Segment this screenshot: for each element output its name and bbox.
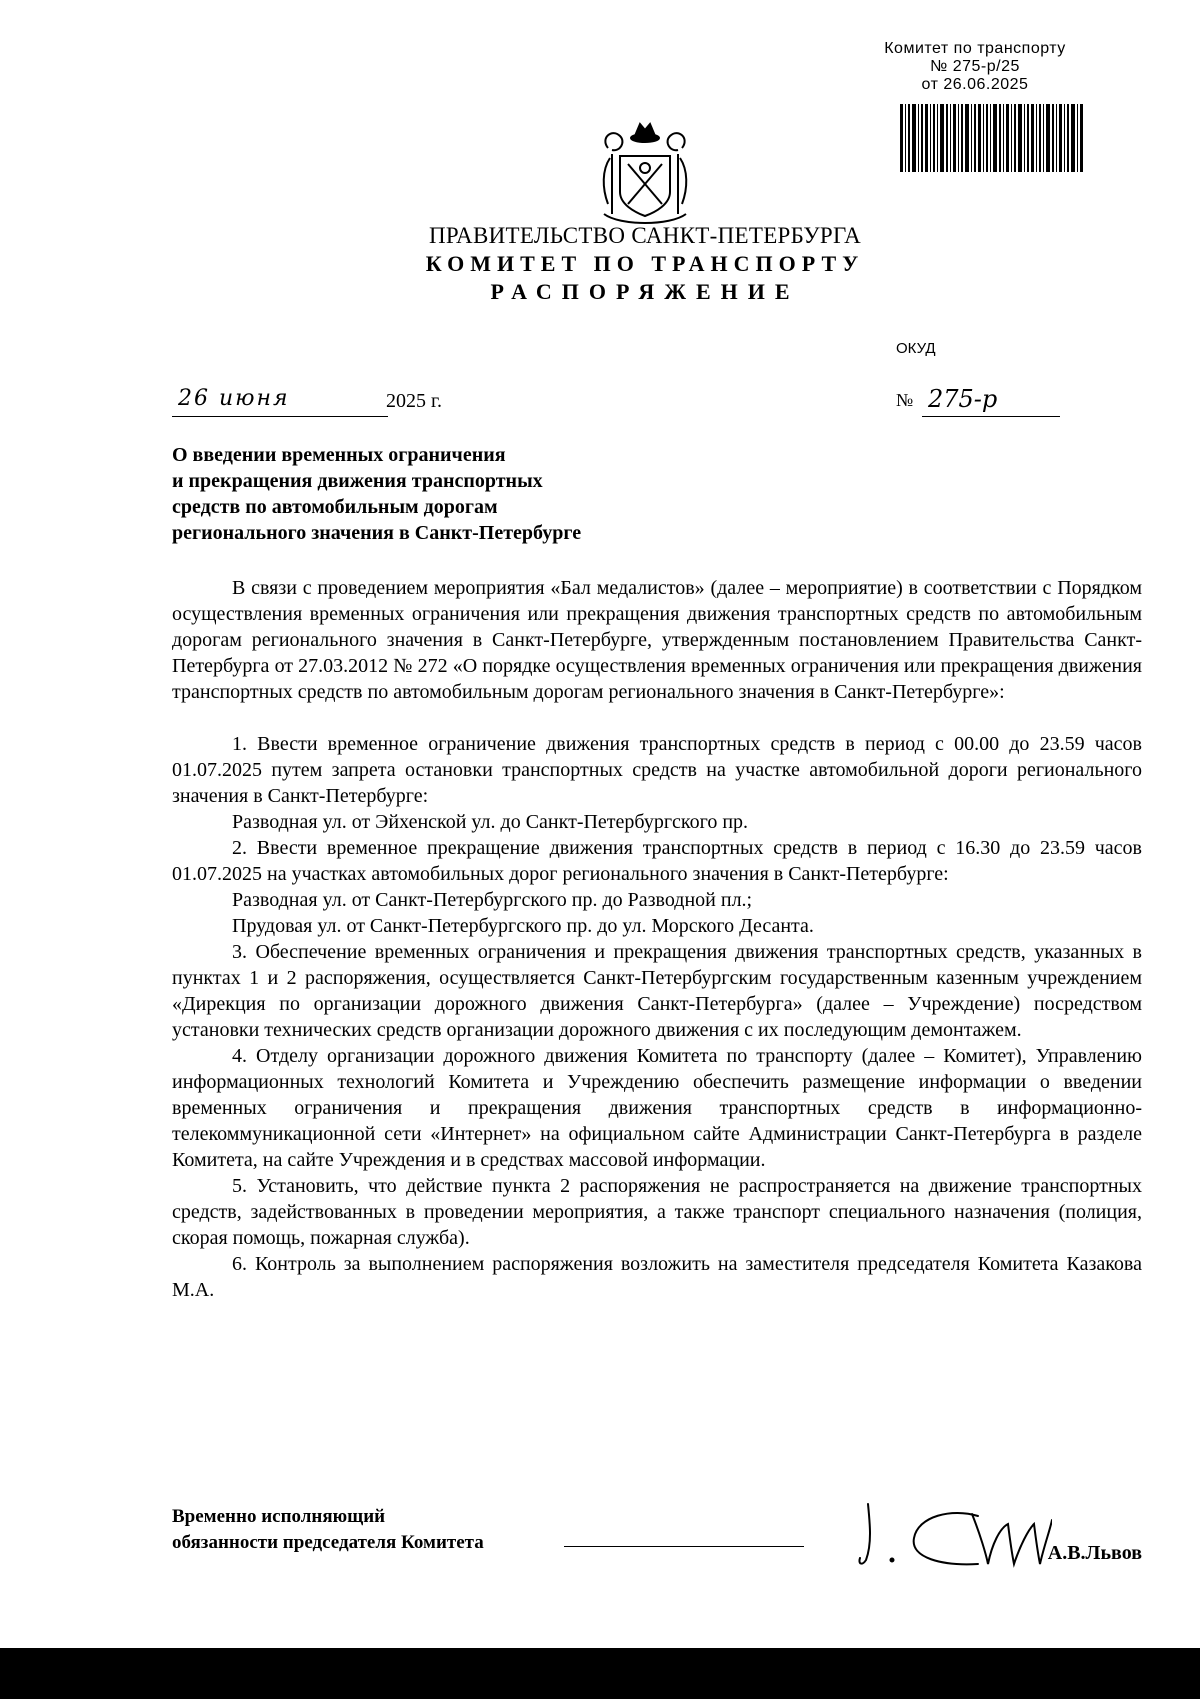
subject-line: О введении временных ограничения xyxy=(172,444,506,466)
document-heading xyxy=(300,222,990,306)
subject-line: и прекращения движения транспортных xyxy=(172,470,543,492)
date-year: 2025 г. xyxy=(386,390,442,412)
stamp-line-2: № 275-р/25 xyxy=(930,58,1020,75)
government-title: ПРАВИТЕЛЬСТВО САНКТ-ПЕТЕРБУРГА xyxy=(428,223,862,248)
item-2-street-1: Разводная ул. от Санкт-Петербургского пр. до Разводной пл.; xyxy=(232,889,753,911)
preamble-paragraph: В связи с проведением мероприятия «Бал медалистов» (далее – мероприятие) в соответствии с Порядком осуществления временных ограничения или прекращения движения транспортных средств по автомобильным дорогам регионального значения в Санкт-Петербурге, утвержденным постановлением Правительства Санкт-Петербурга от 27.03.2012 № 272 «О порядке осуществления временных ограничения или прекращения движения транспортных средств по автомобильным дорогам регионального значения в Санкт-Петербурге»: xyxy=(172,577,1142,703)
date-handwritten: 26 июня xyxy=(172,386,388,417)
subject-line: регионального значения в Санкт-Петербурге xyxy=(172,522,582,544)
item-3-paragraph: 3. Обеспечение временных ограничения и прекращения движения транспортных средств, указанных в пунктах 1 и 2 распоряжения, осуществляется Санкт-Петербургским государственным казенным учреждением «Дирекция по организации дорожного движения Санкт-Петербурга» (далее – Учреждение) посредством установки технических средств организации дорожного движения с их последующим демонтажем. xyxy=(172,941,1142,1041)
paragraph-gap xyxy=(172,705,1142,731)
item-1-paragraph: 1. Ввести временное ограничение движения транспортных средств в период с 00.00 до 23.59 часов 01.07.2025 путем запрета остановки транспортных средств на участке автомобильной дороги регионального значения в Санкт-Петербурге: xyxy=(172,733,1142,807)
number-handwritten: 275-р xyxy=(922,386,1060,417)
item-1-street: Разводная ул. от Эйхенской ул. до Санкт-Петербургского пр. xyxy=(232,811,749,833)
item-5-paragraph: 5. Установить, что действие пункта 2 распоряжения не распространяется на движение транспортных средств, задействованных в проведении мероприятия, а также транспорт специального назначения (полиция, скорая помощь, пожарная служба). xyxy=(172,1175,1142,1249)
item-4-paragraph: 4. Отделу организации дорожного движения Комитета по транспорту (далее – Комитет), Управлению информационных технологий Комитета и Учреждению обеспечить размещение информации о введении временных ограничения и прекращения движения транспортных средств в информационно-телекоммуникационной сети «Интернет» на официальном сайте Администрации Санкт-Петербурга в разделе Комитета, на сайте Учреждения и в средствах массовой информации. xyxy=(172,1045,1142,1171)
barcode-icon xyxy=(900,104,1085,172)
item-6-paragraph: 6. Контроль за выполнением распоряжения возложить на заместителя председателя Комитета Казакова М.А. xyxy=(172,1253,1142,1301)
document-number xyxy=(896,386,1056,416)
item-2-paragraph: 2. Ввести временное прекращение движения транспортных средств в период с 16.30 до 23.59 часов 01.07.2025 на участках автомобильных дорог регионального значения в Санкт-Петербурге: xyxy=(172,837,1142,885)
stamp-line-3: от 26.06.2025 xyxy=(921,76,1029,93)
document-subject xyxy=(172,442,732,546)
item-2-street-2: Прудовая ул. от Санкт-Петербургского пр. до ул. Морского Десанта. xyxy=(232,915,814,937)
coat-of-arms-icon xyxy=(590,118,700,230)
signatory-name: А.В.Львов xyxy=(1047,1542,1142,1564)
stamp-line-1: Комитет по транспорту xyxy=(884,40,1066,57)
document-date xyxy=(172,386,472,416)
okud-label: ОКУД xyxy=(896,340,936,357)
document-type-title: РАСПОРЯЖЕНИЕ xyxy=(490,279,800,304)
committee-title: КОМИТЕТ ПО ТРАНСПОРТУ xyxy=(425,251,865,276)
signatory-title xyxy=(172,1504,484,1556)
document-body xyxy=(172,575,1142,1303)
number-sign: № xyxy=(896,390,914,410)
registration-stamp xyxy=(860,40,1090,94)
signatory-title-line-2: обязанности председателя Комитета xyxy=(172,1532,484,1553)
signatory-title-line-1: Временно исполняющий xyxy=(172,1506,386,1527)
subject-line: средств по автомобильным дорогам xyxy=(172,496,498,518)
handwritten-signature-icon xyxy=(682,1494,1052,1574)
signature-block xyxy=(172,1504,1142,1574)
